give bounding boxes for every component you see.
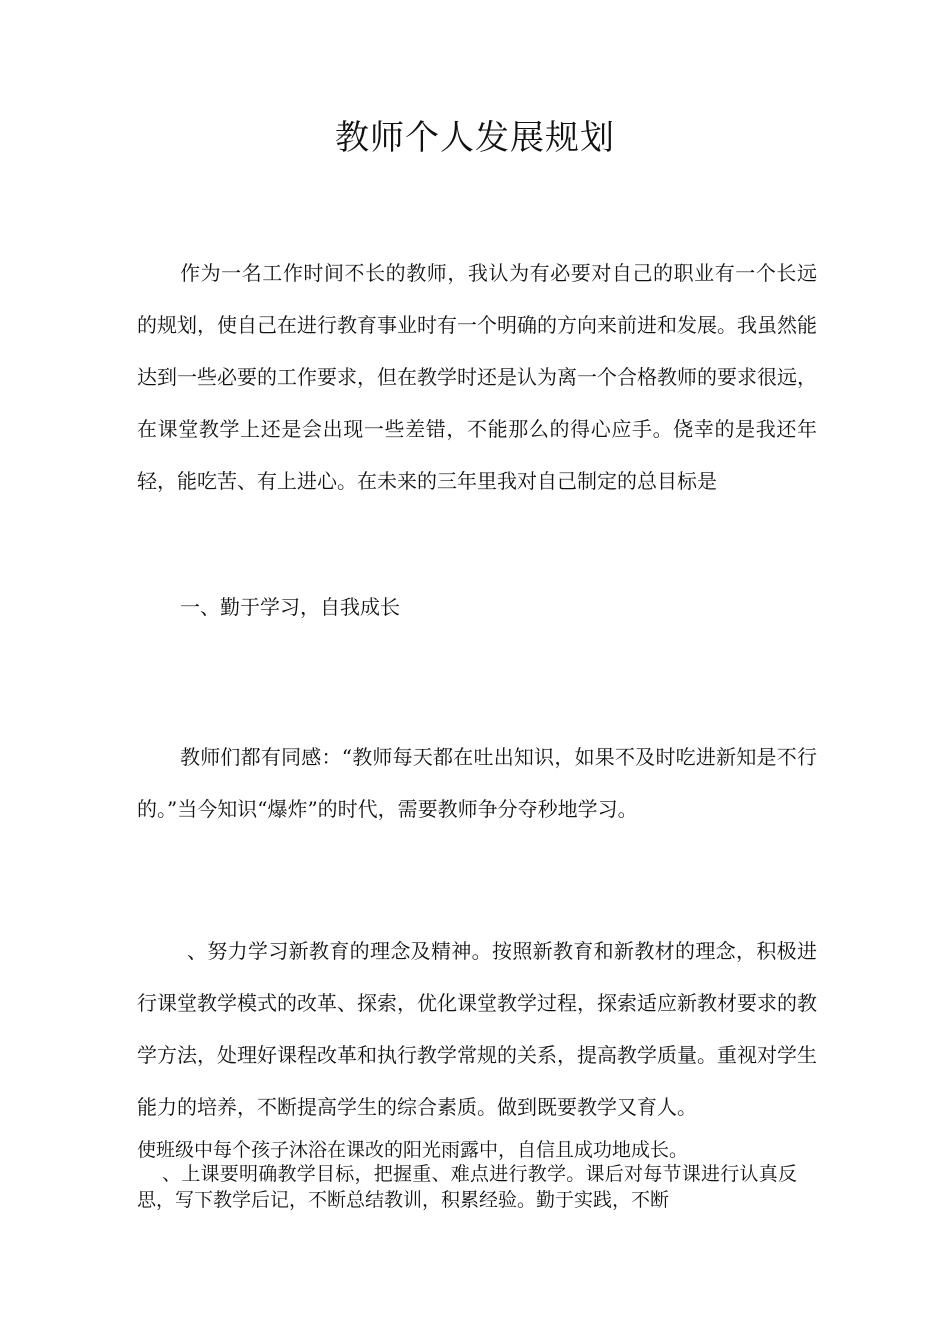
item-1-paragraph: 、努力学习新教育的理念及精神。按照新教育和新教材的理念，积极进行课堂教学模式的改革、探索，优化课堂教学过程，探索适应新教材要求的教学方法，处理好课程改革和执行教学常规的关系，提高教学质量。重视对学生能力的培养，不断提高学生的综合素质。做到既要教学又育人。 (137, 939, 817, 1119)
intro-paragraph: 作为一名工作时间不长的教师，我认为有必要对自己的职业有一个长远的规划，使自己在进行教育事业时有一个明确的方向来前进和发展。我虽然能达到一些必要的工作要求，但在教学时还是认为离一个合格教师的要求很远，在课堂教学上还是会出现一些差错，不能那么的得心应手。侥幸的是我还年轻，能吃苦、有上进心。在未来的三年里我对自己制定的总目标是 (137, 261, 817, 493)
section-heading-1: 一、勤于学习，自我成长 (180, 595, 400, 619)
quote-paragraph: 教师们都有同感：“教师每天都在吐出知识，如果不及时吃进新知是不行的。”当今知识“爆炸”的时代，需要教师争分夺秒地学习。 (137, 745, 817, 821)
body-line-a: 使班级中每个孩子沐浴在课改的阳光雨露中，自信且成功地成长。 (137, 1139, 689, 1161)
document-title: 教师个人发展规划 (335, 118, 615, 158)
body-line-b: 、上课要明确教学目标，把握重、难点进行教学。课后对每节课进行认真反思，写下教学后记，不断总结教训，积累经验。勤于实践，不断 (137, 1163, 797, 1211)
